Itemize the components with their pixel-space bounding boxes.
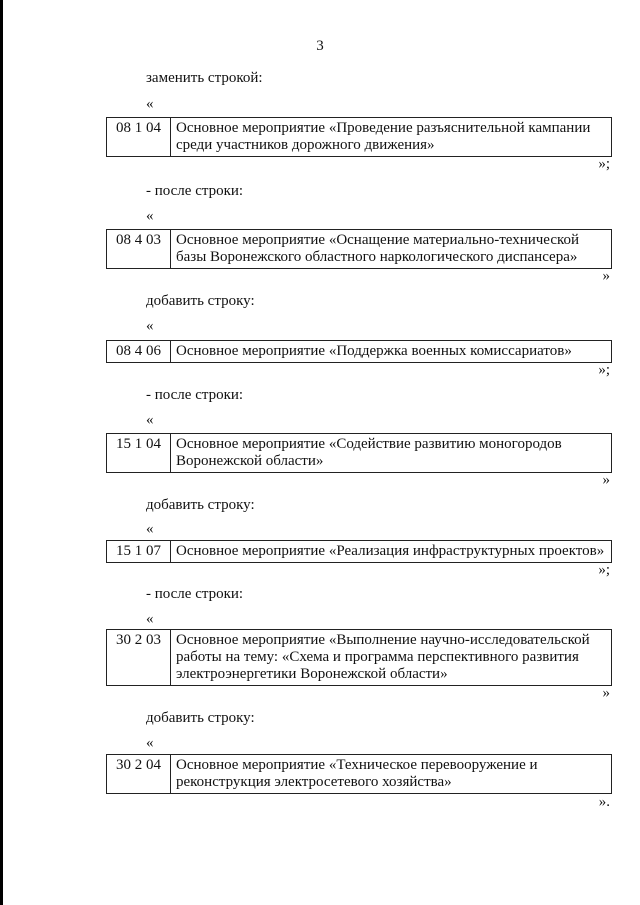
- opening-quote: «: [146, 735, 154, 751]
- closing-quote: »: [602, 685, 610, 701]
- budget-row-table: [106, 340, 612, 363]
- description-cell: Основное мероприятие «Содействие развитию моногородов Воронежской области»: [171, 434, 612, 473]
- description-cell: Основное мероприятие «Выполнение научно-исследовательской работы на тему: «Схема и программа перспективного развития электроэнергетики Воронежской области»: [171, 630, 612, 686]
- description-cell: Основное мероприятие «Проведение разъяснительной кампании среди участников дорожного движения»: [171, 118, 612, 157]
- closing-quote: ».: [598, 794, 610, 810]
- instruction-label: добавить строку:: [146, 497, 255, 513]
- instruction-label: - после строки:: [146, 183, 244, 199]
- table-row: [107, 434, 612, 473]
- table-row: [107, 630, 612, 686]
- description-cell: Основное мероприятие «Реализация инфраструктурных проектов»: [171, 541, 612, 563]
- budget-code-cell: 08 4 03: [107, 230, 171, 269]
- table-row: [107, 230, 612, 269]
- budget-row-table: [106, 540, 612, 563]
- closing-quote: »;: [598, 156, 610, 172]
- budget-row-table: [106, 433, 612, 473]
- budget-code-cell: 30 2 04: [107, 755, 171, 794]
- budget-code-cell: 08 4 06: [107, 341, 171, 363]
- table-row: [107, 541, 612, 563]
- budget-row-table: [106, 229, 612, 269]
- opening-quote: «: [146, 412, 154, 428]
- budget-row-table: [106, 629, 612, 686]
- opening-quote: «: [146, 611, 154, 627]
- closing-quote: »: [602, 268, 610, 284]
- budget-code-cell: 30 2 03: [107, 630, 171, 686]
- table-row: [107, 118, 612, 157]
- closing-quote: »;: [598, 362, 610, 378]
- description-cell: Основное мероприятие «Оснащение материально-технической базы Воронежского областного наркологического диспансера»: [171, 230, 612, 269]
- instruction-label: добавить строку:: [146, 710, 255, 726]
- budget-code-cell: 15 1 04: [107, 434, 171, 473]
- description-cell: Основное мероприятие «Поддержка военных комиссариатов»: [171, 341, 612, 363]
- budget-code-cell: 15 1 07: [107, 541, 171, 563]
- instruction-label: - после строки:: [146, 586, 244, 602]
- opening-quote: «: [146, 96, 154, 112]
- opening-quote: «: [146, 208, 154, 224]
- budget-row-table: [106, 117, 612, 157]
- table-row: [107, 341, 612, 363]
- table-row: [107, 755, 612, 794]
- budget-code-cell: 08 1 04: [107, 118, 171, 157]
- description-cell: Основное мероприятие «Техническое перевооружение и реконструкция электросетевого хозяйства»: [171, 755, 612, 794]
- instruction-label: заменить строкой:: [146, 70, 263, 86]
- opening-quote: «: [146, 318, 154, 334]
- budget-row-table: [106, 754, 612, 794]
- scan-edge: [0, 0, 3, 905]
- instruction-label: - после строки:: [146, 387, 244, 403]
- opening-quote: «: [146, 521, 154, 537]
- closing-quote: »;: [598, 562, 610, 578]
- instruction-label: добавить строку:: [146, 293, 255, 309]
- page-number: 3: [316, 38, 324, 54]
- closing-quote: »: [602, 472, 610, 488]
